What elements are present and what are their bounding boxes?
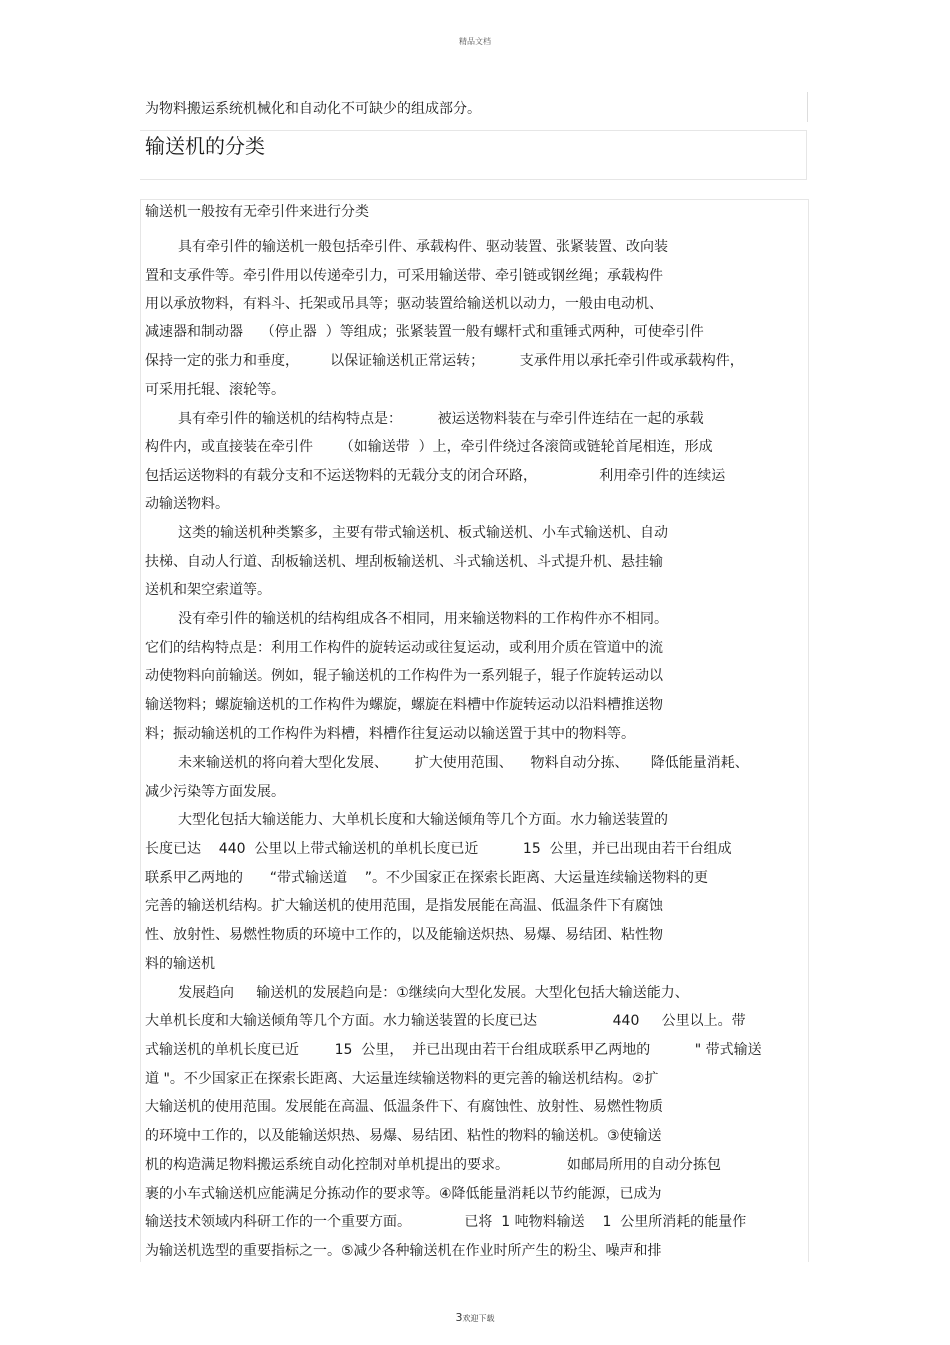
body-line: 构件内，或直接装在牵引件 （如输送带 ）上，牵引件绕过各滚筒或链轮首尾相连，形成 bbox=[145, 439, 713, 455]
body-line: 性、放射性、易燃性物质的环境中工作的，以及能输送炽热、易爆、易结团、粘性物 bbox=[145, 927, 663, 943]
body-line: 用以承放物料，有料斗、托架或吊具等；驱动装置给输送机以动力，一般由电动机、 bbox=[145, 296, 663, 312]
body-line: 减少污染等方面发展。 bbox=[145, 784, 285, 800]
body-line: 动使物料向前输送。例如，辊子输送机的工作构件为一系列辊子，辊子作旋转运动以 bbox=[145, 668, 663, 684]
body-line: 长度已达 440 公里以上带式输送机的单机长度已近 15 公里，并已出现由若干台组成 bbox=[145, 841, 732, 857]
body-line: 它们的结构特点是：利用工作构件的旋转运动或往复运动，或利用介质在管道中的流 bbox=[145, 640, 663, 656]
page-footer bbox=[0, 1311, 950, 1324]
body-line: 未来输送机的将向着大型化发展、 扩大使用范围、 物料自动分拣、 降低能量消耗、 bbox=[178, 755, 749, 771]
frame-rule bbox=[807, 92, 808, 122]
body-line: 大单机长度和大输送倾角等几个方面。水力输送装置的长度已达 440 公里以上。带 bbox=[145, 1013, 746, 1029]
body-line: 的环境中工作的，以及能输送炽热、易爆、易结团、粘性的物料的输送机。③使输送 bbox=[145, 1128, 662, 1144]
body-line: 为输送机选型的重要指标之一。⑤减少各种输送机在作业时所产生的粉尘、噪声和排 bbox=[145, 1243, 662, 1259]
body-line: 输送机一般按有无牵引件来进行分类 bbox=[145, 204, 369, 220]
body-line: 动输送物料。 bbox=[145, 496, 229, 512]
body-line: 送机和架空索道等。 bbox=[145, 582, 271, 598]
body-line: 机的构造满足物料搬运系统自动化控制对单机提出的要求。 如邮局所用的自动分拣包 bbox=[145, 1157, 721, 1173]
body-line: 裹的小车式输送机应能满足分拣动作的要求等。④降低能量消耗以节约能源，已成为 bbox=[145, 1186, 662, 1202]
section-title: 输送机的分类 bbox=[145, 134, 265, 158]
body-line: 式输送机的单机长度已近 15 公里， 并已出现由若干台组成联系甲乙两地的 " 带式输送 bbox=[145, 1042, 762, 1058]
body-line: 置和支承件等。牵引件用以传递牵引力，可采用输送带、牵引链或钢丝绳；承载构件 bbox=[145, 268, 663, 284]
footer-text: 欢迎下载 bbox=[462, 1314, 495, 1323]
page-header: 精品文档 bbox=[459, 37, 491, 46]
body-line: 大输送机的使用范围。发展能在高温、低温条件下、有腐蚀性、放射性、易燃性物质 bbox=[145, 1099, 663, 1115]
body-line: 发展趋向 输送机的发展趋向是：①继续向大型化发展。大型化包括大输送能力、 bbox=[178, 985, 689, 1001]
body-line: 输送技术领域内科研工作的一个重要方面。 已将 1 吨物料输送 1 公里所消耗的能量作 bbox=[145, 1214, 747, 1230]
body-line: 没有牵引件的输送机的结构组成各不相同，用来输送物料的工作构件亦不相同。 bbox=[178, 611, 668, 627]
body-line: 料；振动输送机的工作构件为料槽，料槽作往复运动以输送置于其中的物料等。 bbox=[145, 726, 635, 742]
lead-text: 为物料搬运系统机械化和自动化不可缺少的组成部分。 bbox=[145, 101, 481, 117]
body-line: 包括运送物料的有载分支和不运送物料的无载分支的闭合环路， 利用牵引件的连续运 bbox=[145, 468, 726, 484]
body-line: 联系甲乙两地的 “带式输送道 ”。不少国家正在探索长距离、大运量连续输送物料的更 bbox=[145, 870, 709, 886]
body-line: 具有牵引件的输送机一般包括牵引件、承载构件、驱动装置、张紧装置、改向装 bbox=[178, 239, 668, 255]
page-number: 3 bbox=[455, 1311, 463, 1324]
body-line: 道 "。不少国家正在探索长距离、大运量连续输送物料的更完善的输送机结构。②扩 bbox=[145, 1071, 659, 1087]
body-line: 扶梯、自动人行道、刮板输送机、埋刮板输送机、斗式输送机、斗式提升机、悬挂输 bbox=[145, 554, 663, 570]
body-line: 完善的输送机结构。扩大输送机的使用范围，是指发展能在高温、低温条件下有腐蚀 bbox=[145, 898, 663, 914]
body-line: 大型化包括大输送能力、大单机长度和大输送倾角等几个方面。水力输送装置的 bbox=[178, 812, 668, 828]
body-line: 减速器和制动器 （停止器 ）等组成；张紧装置一般有螺杆式和重锤式两种，可使牵引件 bbox=[145, 324, 704, 340]
body-line: 输送物料；螺旋输送机的工作构件为螺旋，螺旋在料槽中作旋转运动以沿料槽推送物 bbox=[145, 697, 663, 713]
body-line: 保持一定的张力和垂度， 以保证输送机正常运转； 支承件用以承托牵引件或承载构件， bbox=[145, 353, 744, 369]
body-line: 这类的输送机种类繁多，主要有带式输送机、板式输送机、小车式输送机、自动 bbox=[178, 525, 668, 541]
body-line: 料的输送机 bbox=[145, 956, 215, 972]
body-line: 具有牵引件的输送机的结构特点是： 被运送物料装在与牵引件连结在一起的承载 bbox=[178, 411, 704, 427]
body-line: 可采用托辊、滚轮等。 bbox=[145, 382, 285, 398]
